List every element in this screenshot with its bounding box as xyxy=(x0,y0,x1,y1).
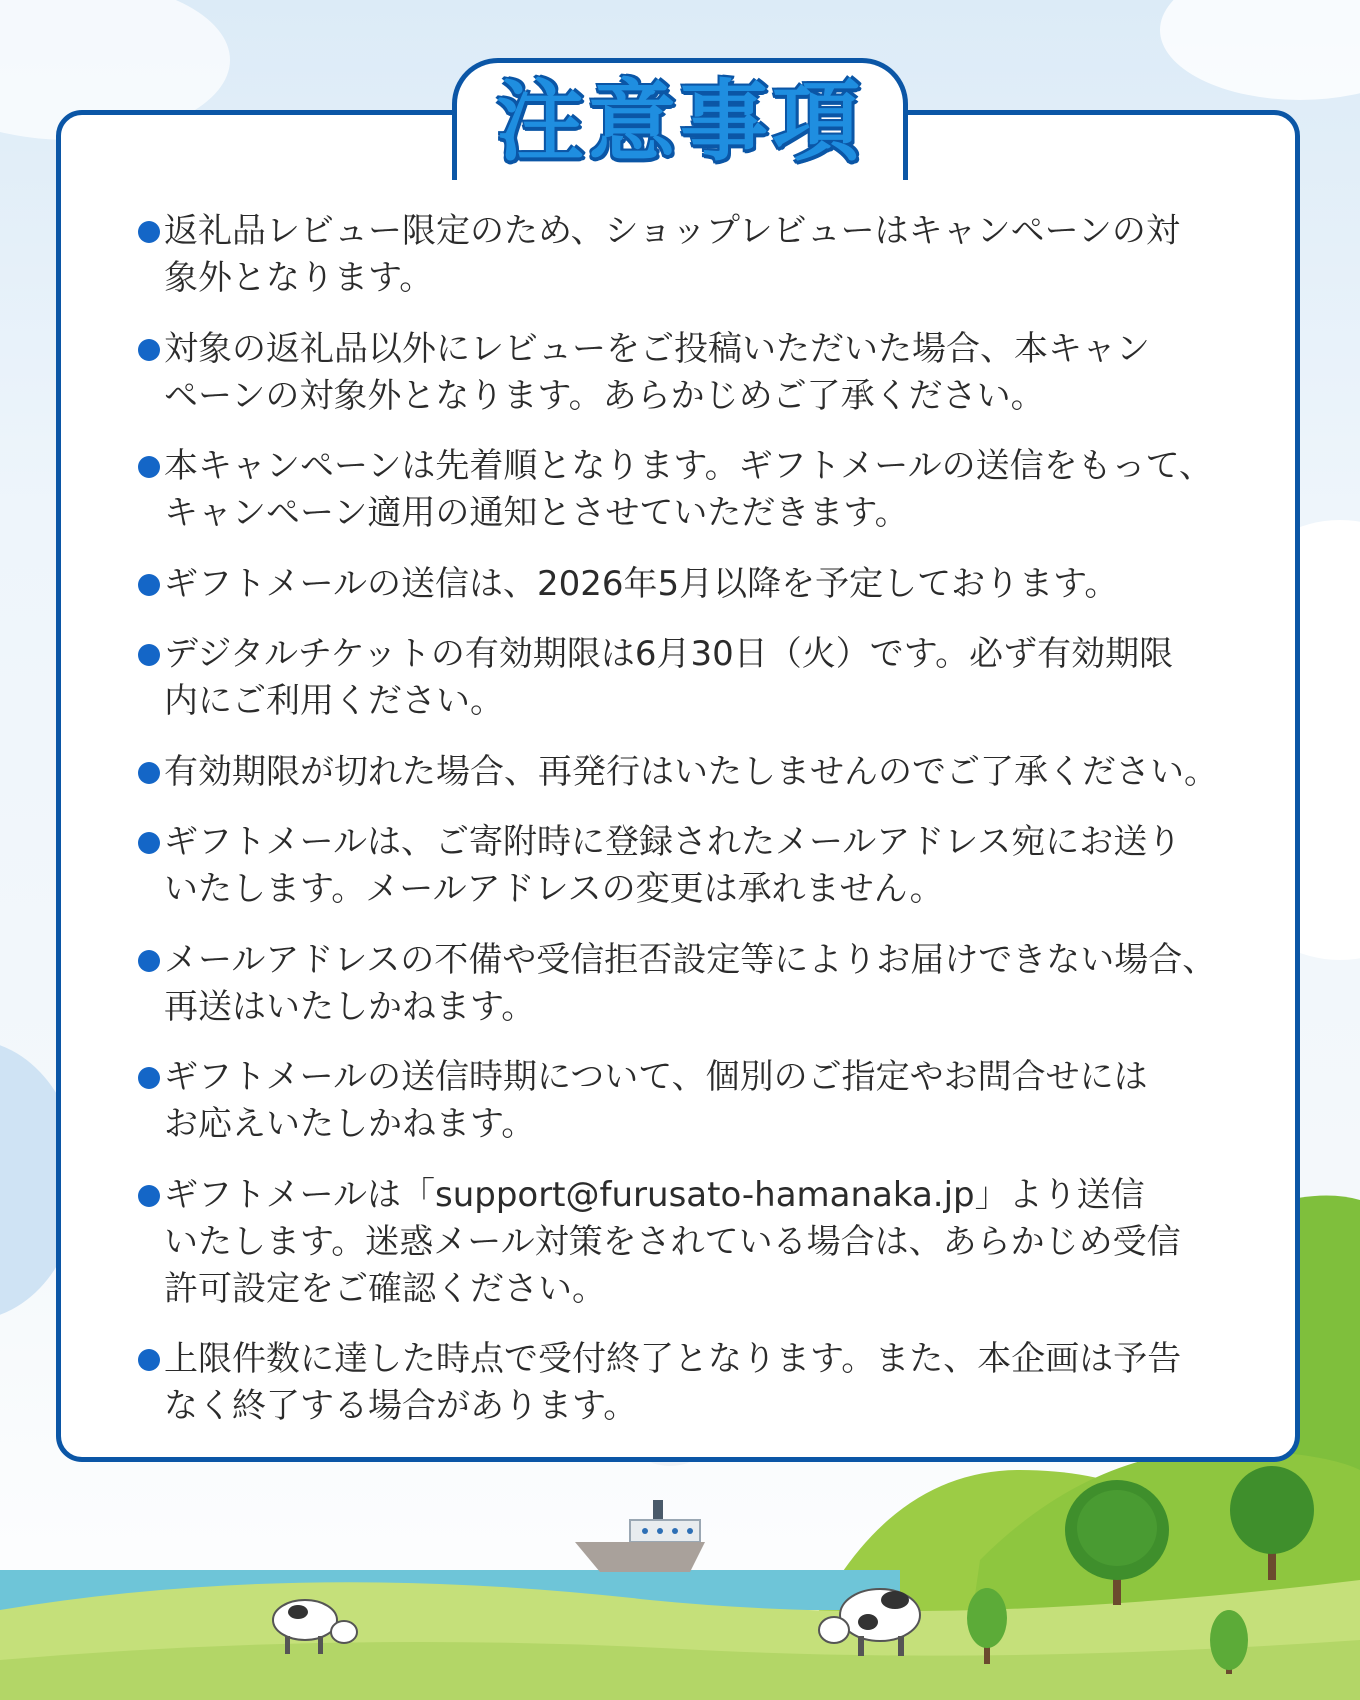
list-item-text: ギフトメールは「support@furusato-hamanaka.jp」より送信 いたします。迷惑メール対策をされている場合は、あらかじめ受信 許可設定をご確認ください。 xyxy=(164,1174,1181,1309)
bullet-icon xyxy=(138,1185,160,1207)
bullet-icon xyxy=(138,1067,160,1089)
list-item xyxy=(138,937,1228,1031)
bullet-icon xyxy=(138,221,160,243)
bullet-icon xyxy=(138,339,160,361)
bullet-icon xyxy=(138,832,160,854)
list-item xyxy=(138,561,1228,608)
list-item xyxy=(138,443,1228,537)
bullet-icon xyxy=(138,644,160,666)
list-item-text: 有効期限が切れた場合、再発行はいたしませんのでご了承ください。 xyxy=(164,751,1218,792)
list-item xyxy=(138,749,1228,796)
list-item-text: 返礼品レビュー限定のため、ショップレビューはキャンペーンの対 象外となります。 xyxy=(164,211,1180,298)
bullet-icon xyxy=(138,456,160,478)
list-item-text: 上限件数に達した時点で受付終了となります。また、本企画は予告 なく終了する場合があります。 xyxy=(164,1339,1182,1426)
bullet-icon xyxy=(138,762,160,784)
bullet-icon xyxy=(138,574,160,596)
list-item-text: ギフトメールは、ご寄附時に登録されたメールアドレス宛にお送り いたします。メールアドレスの変更は承れません。 xyxy=(164,822,1182,909)
list-item xyxy=(138,819,1228,913)
list-item-text: デジタルチケットの有効期限は6月30日（火）です。必ず有効期限 内にご利用ください。 xyxy=(164,634,1174,721)
bullet-icon xyxy=(138,950,160,972)
title-banner xyxy=(452,58,908,180)
notes-list xyxy=(138,208,1228,1454)
list-item xyxy=(138,208,1228,302)
list-item-text: 本キャンペーンは先着順となります。ギフトメールの送信をもって、 キャンペーン適用の通知とさせていただきます。 xyxy=(164,446,1213,533)
list-item xyxy=(138,1336,1228,1430)
list-item xyxy=(138,326,1228,420)
list-item-text: メールアドレスの不備や受信拒否設定等によりお届けできない場合、 再送はいたしかねます。 xyxy=(164,939,1217,1027)
bullet-icon xyxy=(138,1349,160,1371)
list-item-text: ギフトメールの送信は、2026年5月以降を予定しております。 xyxy=(164,563,1119,604)
list-item-text: 対象の返礼品以外にレビューをご投稿いただいた場合、本キャン ペーンの対象外となります。あらかじめご了承ください。 xyxy=(164,328,1150,416)
list-item-text: ギフトメールの送信時期について、個別のご指定やお問合せには お応えいたしかねます。 xyxy=(164,1057,1148,1144)
list-item xyxy=(138,1054,1228,1148)
cloud xyxy=(1160,0,1360,100)
page-title: 注意事項 xyxy=(495,69,864,173)
list-item xyxy=(138,1172,1228,1313)
list-item xyxy=(138,631,1228,725)
